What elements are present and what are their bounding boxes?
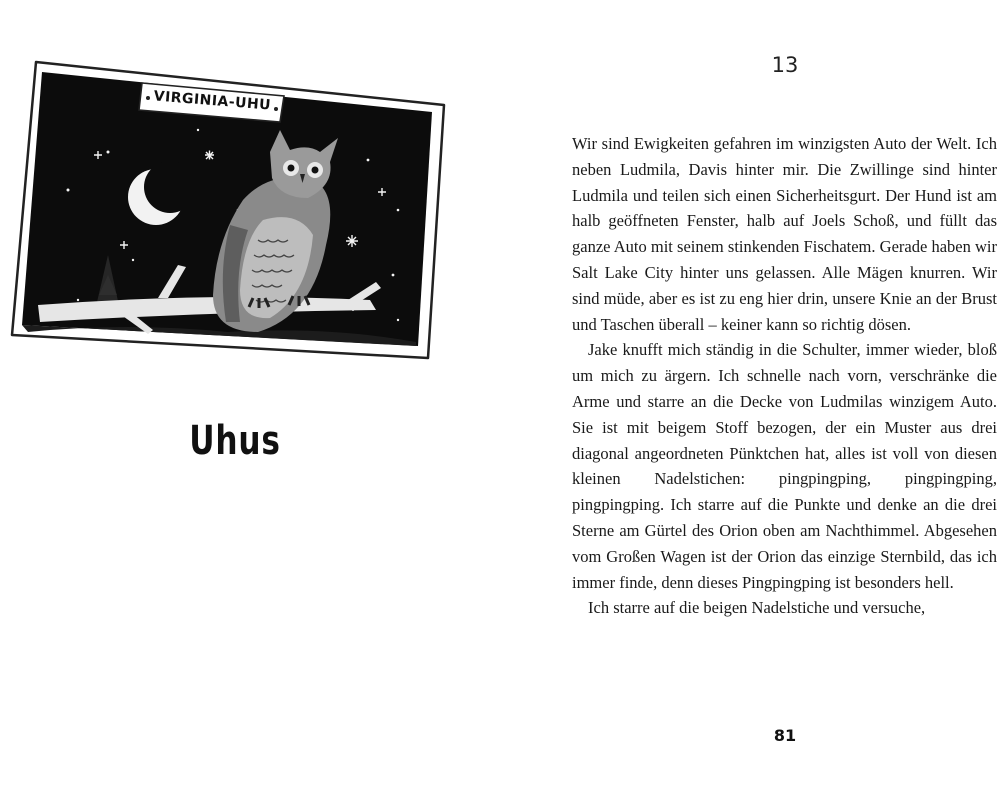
owl-illustration	[8, 60, 448, 360]
illustration-card	[8, 60, 448, 360]
body-text	[572, 131, 997, 621]
page-number: 81	[773, 726, 797, 745]
paragraph: Jake knufft mich ständig in die Schulter, immer wieder, bloß um mich zu ärgern. Ich schnelle nach vorn, verschränke die Arme und starre an die Decke von Ludmilas winzigem Auto. Sie ist mit beigem Stoff bezogen, der ein Muster aus drei diagonal angeordneten Pünktchen hat, alles ist voll von diesen kleinen Nadelstichen: pingpingping, pingpingping, pingpingping. Ich starre auf die Punkte und denke an die drei Sterne am Gürtel des Orion oben am Nachthimmel. Abgesehen vom Großen Wagen ist der Orion das einzige Sternbild, das ich immer finde, denn dieses Pingpingping ist besonders hell.	[572, 340, 997, 592]
right-page	[500, 0, 1000, 800]
chapter-title: Uhus	[189, 418, 281, 464]
card-label: VIRGINIA-UHU	[153, 88, 272, 114]
paragraph: Wir sind Ewigkeiten gefahren im winzigsten Auto der Welt. Ich neben Ludmila, Davis hinter mir. Die Zwillinge sind hinter Ludmila und teilen sich einen Sicherheitsgurt. Der Hund ist am halb geöffneten Fenster, halb auf Joels Schoß, und füllt das ganze Auto mit seinem stinkenden Fischatem. Gerade haben wir Salt Lake City hinter uns gelassen. Alle Mägen knurren. Wir sind müde, aber es ist zu eng hier drin, unsere Knie an der Brust und Taschen überall – keiner kann so richtig dösen.	[572, 134, 997, 334]
chapter-number: 13	[771, 53, 799, 77]
paragraph: Ich starre auf die beigen Nadelstiche und versuche,	[588, 598, 926, 618]
